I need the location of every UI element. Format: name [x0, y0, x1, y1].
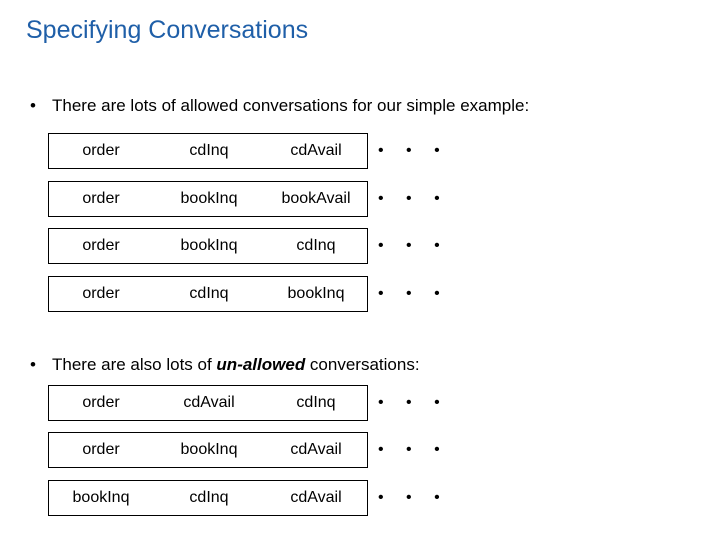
message-cell: order: [82, 285, 120, 302]
ellipsis: • • •: [378, 142, 449, 159]
bullet-marker: •: [30, 96, 36, 115]
message-cell: bookAvail: [281, 190, 351, 207]
bullet-text-emphasis: un-allowed: [216, 355, 306, 374]
message-cell: cdAvail: [183, 394, 235, 411]
message-cell: cdAvail: [290, 489, 342, 506]
message-cell: cdInq: [296, 394, 336, 411]
ellipsis: • • •: [378, 489, 449, 506]
bullet-unallowed: [30, 355, 420, 375]
message-cell: order: [82, 190, 120, 207]
ellipsis: • • •: [378, 285, 449, 302]
bullet-marker: •: [30, 355, 36, 374]
message-cell: order: [82, 142, 120, 159]
message-cell: cdAvail: [290, 142, 342, 159]
message-cell: bookInq: [287, 285, 345, 302]
message-cell: order: [82, 237, 120, 254]
message-cell: bookInq: [180, 441, 238, 458]
message-cell: bookInq: [180, 237, 238, 254]
message-cell: cdInq: [189, 142, 229, 159]
message-cell: bookInq: [180, 190, 238, 207]
ellipsis: • • •: [378, 394, 449, 411]
page-title: Specifying Conversations: [26, 16, 309, 44]
bullet-allowed: [30, 96, 529, 116]
message-cell: order: [82, 394, 120, 411]
message-cell: cdInq: [296, 237, 336, 254]
bullet-text-after: conversations:: [305, 355, 420, 374]
message-cell: bookInq: [72, 489, 130, 506]
message-cell: cdInq: [189, 285, 229, 302]
bullet-text-before: There are also lots of: [52, 355, 217, 374]
ellipsis: • • •: [378, 441, 449, 458]
bullet-text: There are lots of allowed conversations for our simple example:: [52, 96, 530, 115]
ellipsis: • • •: [378, 190, 449, 207]
message-cell: cdInq: [189, 489, 229, 506]
message-cell: cdAvail: [290, 441, 342, 458]
ellipsis: • • •: [378, 237, 449, 254]
message-cell: order: [82, 441, 120, 458]
